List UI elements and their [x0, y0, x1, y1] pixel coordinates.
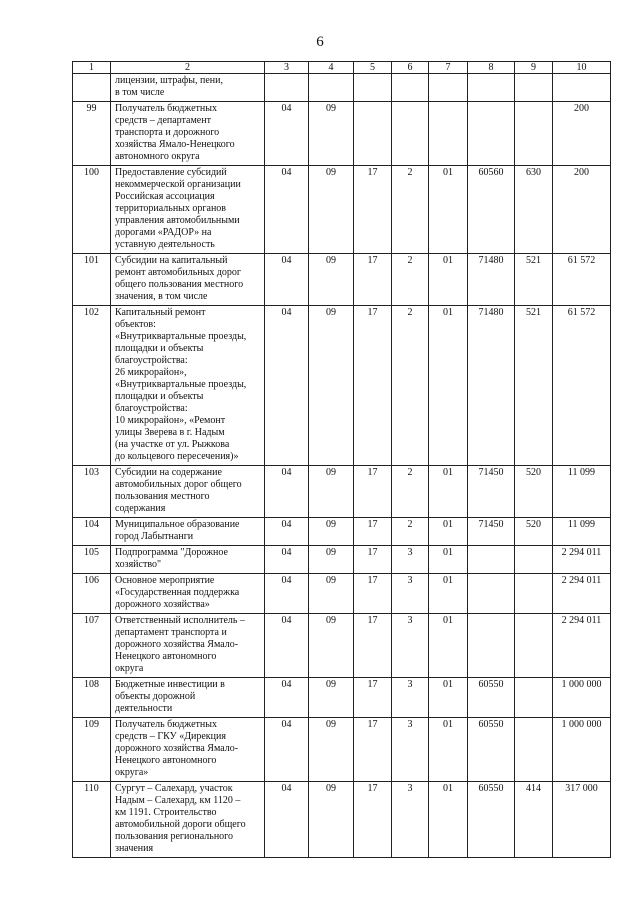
code-cell-6: 3 [392, 782, 429, 858]
table-row [73, 166, 611, 254]
header-cell: 3 [265, 62, 309, 74]
code-cell-4: 09 [309, 782, 354, 858]
code-cell-8: 71480 [468, 254, 515, 306]
table-row [73, 546, 611, 574]
header-cell: 6 [392, 62, 429, 74]
code-cell-4: 09 [309, 518, 354, 546]
row-number-cell: 103 [73, 466, 111, 518]
code-cell-4: 09 [309, 718, 354, 782]
table-row [73, 574, 611, 614]
description-cell: Субсидии на капитальный ремонт автомобильных дорог общего пользования местного значения, в том числе [111, 254, 265, 306]
code-cell-3: 04 [265, 718, 309, 782]
code-cell-3: 04 [265, 254, 309, 306]
table-row [73, 102, 611, 166]
code-cell-3: 04 [265, 102, 309, 166]
code-cell-4: 09 [309, 614, 354, 678]
code-cell-3: 04 [265, 166, 309, 254]
code-cell-9 [515, 718, 553, 782]
code-cell-6: 2 [392, 254, 429, 306]
code-cell-8 [468, 546, 515, 574]
code-cell-8: 71450 [468, 466, 515, 518]
code-cell-4 [309, 74, 354, 102]
code-cell-9: 521 [515, 306, 553, 466]
code-cell-7: 01 [429, 254, 468, 306]
code-cell-6: 2 [392, 166, 429, 254]
description-cell: Подпрограмма "Дорожное хозяйство" [111, 546, 265, 574]
code-cell-7: 01 [429, 678, 468, 718]
code-cell-7: 01 [429, 546, 468, 574]
code-cell-9: 630 [515, 166, 553, 254]
code-cell-6: 3 [392, 678, 429, 718]
code-cell-7: 01 [429, 166, 468, 254]
code-cell-7: 01 [429, 518, 468, 546]
code-cell-4: 09 [309, 546, 354, 574]
code-cell-6 [392, 102, 429, 166]
code-cell-3: 04 [265, 518, 309, 546]
code-cell-6 [392, 74, 429, 102]
amount-cell [553, 74, 611, 102]
code-cell-5: 17 [354, 166, 392, 254]
amount-cell: 61 572 [553, 254, 611, 306]
code-cell-4: 09 [309, 166, 354, 254]
code-cell-9: 521 [515, 254, 553, 306]
code-cell-8: 60550 [468, 718, 515, 782]
code-cell-7: 01 [429, 782, 468, 858]
code-cell-5: 17 [354, 254, 392, 306]
code-cell-7: 01 [429, 614, 468, 678]
code-cell-9 [515, 574, 553, 614]
table-row [73, 466, 611, 518]
row-number-cell: 102 [73, 306, 111, 466]
amount-cell: 2 294 011 [553, 574, 611, 614]
code-cell-3 [265, 74, 309, 102]
row-number-cell: 105 [73, 546, 111, 574]
description-cell: лицензии, штрафы, пени, в том числе [111, 74, 265, 102]
code-cell-5: 17 [354, 574, 392, 614]
code-cell-9 [515, 102, 553, 166]
code-cell-3: 04 [265, 306, 309, 466]
code-cell-6: 2 [392, 518, 429, 546]
code-cell-3: 04 [265, 782, 309, 858]
code-cell-9: 520 [515, 518, 553, 546]
code-cell-5: 17 [354, 546, 392, 574]
code-cell-9 [515, 614, 553, 678]
code-cell-6: 3 [392, 546, 429, 574]
row-number-cell: 109 [73, 718, 111, 782]
code-cell-5: 17 [354, 678, 392, 718]
table-row [73, 614, 611, 678]
header-cell: 2 [111, 62, 265, 74]
table-row [73, 718, 611, 782]
description-cell: Бюджетные инвестиции в объекты дорожной деятельности [111, 678, 265, 718]
table-row [73, 782, 611, 858]
code-cell-7: 01 [429, 306, 468, 466]
table-row [73, 518, 611, 546]
row-number-cell: 108 [73, 678, 111, 718]
amount-cell: 11 099 [553, 518, 611, 546]
header-cell: 8 [468, 62, 515, 74]
code-cell-7: 01 [429, 718, 468, 782]
code-cell-3: 04 [265, 546, 309, 574]
code-cell-5: 17 [354, 782, 392, 858]
description-cell: Субсидии на содержание автомобильных дорог общего пользования местного содержания [111, 466, 265, 518]
table-row [73, 254, 611, 306]
description-cell: Ответственный исполнитель – департамент транспорта и дорожного хозяйства Ямало- Ненецкого автономного округа [111, 614, 265, 678]
code-cell-4: 09 [309, 574, 354, 614]
code-cell-6: 2 [392, 306, 429, 466]
row-number-cell: 101 [73, 254, 111, 306]
code-cell-8: 71450 [468, 518, 515, 546]
row-number-cell: 104 [73, 518, 111, 546]
row-number-cell: 110 [73, 782, 111, 858]
code-cell-5: 17 [354, 518, 392, 546]
code-cell-5: 17 [354, 306, 392, 466]
description-cell: Муниципальное образование город Лабытнанги [111, 518, 265, 546]
header-row [73, 62, 611, 74]
table-row [73, 678, 611, 718]
header-cell: 7 [429, 62, 468, 74]
description-cell: Сургут – Салехард, участок Надым – Салехард, км 1120 – км 1191. Строительство автомобильной дороги общего пользования регионального значения [111, 782, 265, 858]
row-number-cell: 106 [73, 574, 111, 614]
row-number-cell: 107 [73, 614, 111, 678]
code-cell-8 [468, 574, 515, 614]
row-number-cell: 99 [73, 102, 111, 166]
description-cell: Предоставление субсидий некоммерческой организации Российская ассоциация территориальных органов управления автомобильными дорогами «РАДОР» на уставную деятельность [111, 166, 265, 254]
description-cell: Основное мероприятие «Государственная поддержка дорожного хозяйства» [111, 574, 265, 614]
amount-cell: 317 000 [553, 782, 611, 858]
code-cell-5: 17 [354, 718, 392, 782]
row-number-cell: 100 [73, 166, 111, 254]
code-cell-8: 60550 [468, 782, 515, 858]
code-cell-9: 520 [515, 466, 553, 518]
row-number-cell [73, 74, 111, 102]
amount-cell: 61 572 [553, 306, 611, 466]
code-cell-3: 04 [265, 466, 309, 518]
table-row [73, 74, 611, 102]
code-cell-8 [468, 74, 515, 102]
code-cell-7 [429, 74, 468, 102]
code-cell-8: 60560 [468, 166, 515, 254]
description-cell: Получатель бюджетных средств – департамент транспорта и дорожного хозяйства Ямало-Ненецкого автономного округа [111, 102, 265, 166]
amount-cell: 200 [553, 166, 611, 254]
amount-cell: 11 099 [553, 466, 611, 518]
code-cell-5: 17 [354, 614, 392, 678]
code-cell-3: 04 [265, 678, 309, 718]
code-cell-7: 01 [429, 466, 468, 518]
description-cell: Получатель бюджетных средств – ГКУ «Дирекция дорожного хозяйства Ямало- Ненецкого автономного округа» [111, 718, 265, 782]
description-cell: Капитальный ремонт объектов: «Внутриквартальные проезды, площадки и объекты благоустройства: 26 микрорайон», «Внутриквартальные проезды, площадки и объекты благоустройства: 10 микрорайон», «Ремонт улицы Зверева в г. Надым (на участке от ул. Рыжкова до кольцевого пересечения)» [111, 306, 265, 466]
amount-cell: 2 294 011 [553, 546, 611, 574]
header-cell: 5 [354, 62, 392, 74]
code-cell-6: 3 [392, 718, 429, 782]
code-cell-4: 09 [309, 678, 354, 718]
amount-cell: 1 000 000 [553, 678, 611, 718]
code-cell-8 [468, 102, 515, 166]
amount-cell: 1 000 000 [553, 718, 611, 782]
amount-cell: 200 [553, 102, 611, 166]
budget-table [72, 61, 611, 858]
header-cell: 10 [553, 62, 611, 74]
code-cell-4: 09 [309, 306, 354, 466]
code-cell-5 [354, 74, 392, 102]
code-cell-8: 60550 [468, 678, 515, 718]
code-cell-6: 2 [392, 466, 429, 518]
header-cell: 4 [309, 62, 354, 74]
header-cell: 1 [73, 62, 111, 74]
code-cell-7 [429, 102, 468, 166]
code-cell-8 [468, 614, 515, 678]
code-cell-3: 04 [265, 614, 309, 678]
table-row [73, 306, 611, 466]
code-cell-4: 09 [309, 466, 354, 518]
header-cell: 9 [515, 62, 553, 74]
code-cell-9 [515, 74, 553, 102]
code-cell-9 [515, 546, 553, 574]
code-cell-9: 414 [515, 782, 553, 858]
code-cell-4: 09 [309, 254, 354, 306]
code-cell-7: 01 [429, 574, 468, 614]
code-cell-6: 3 [392, 574, 429, 614]
amount-cell: 2 294 011 [553, 614, 611, 678]
code-cell-5 [354, 102, 392, 166]
code-cell-6: 3 [392, 614, 429, 678]
code-cell-4: 09 [309, 102, 354, 166]
code-cell-8: 71480 [468, 306, 515, 466]
code-cell-3: 04 [265, 574, 309, 614]
page-number: 6 [316, 34, 324, 50]
code-cell-9 [515, 678, 553, 718]
code-cell-5: 17 [354, 466, 392, 518]
